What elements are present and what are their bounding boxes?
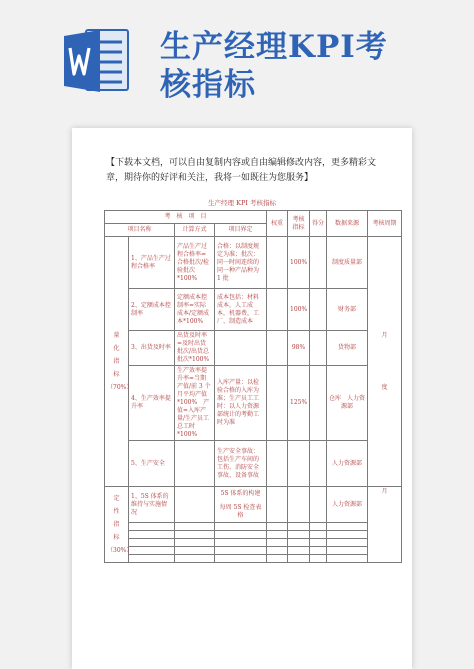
empty-cell bbox=[267, 555, 288, 563]
empty-cell bbox=[175, 539, 215, 547]
empty-cell bbox=[327, 531, 368, 539]
row-3-weight bbox=[267, 331, 288, 366]
title-line-1: 生产经理KPI考 bbox=[160, 29, 388, 65]
empty-cell bbox=[288, 539, 310, 547]
quant-period: 月 度 bbox=[368, 237, 402, 487]
kpi-table bbox=[104, 210, 402, 563]
qual-row-1-calc bbox=[175, 487, 215, 523]
row-1-name: 1、产品生产过程合格率 bbox=[129, 237, 175, 289]
download-notice: 【下载本文档，可以自由复制内容或自由编辑修改内容，更多精彩文章，期待你的好评和关注，我将一如既往为您服务】 bbox=[106, 158, 377, 183]
row-3-definition bbox=[215, 331, 267, 366]
empty-cell bbox=[215, 547, 267, 555]
row-5-score bbox=[310, 441, 327, 487]
page-title bbox=[160, 28, 440, 104]
row-1-weight bbox=[267, 237, 288, 289]
row-5-calc bbox=[175, 441, 215, 487]
qual-row-1-source: 人力资源部 bbox=[327, 487, 368, 523]
row-2-definition: 成本包括：材料成本，人工成本，机器费，工厂、制造成本 bbox=[215, 289, 267, 331]
empty-cell bbox=[129, 555, 175, 563]
empty-cell bbox=[288, 555, 310, 563]
empty-cell bbox=[267, 531, 288, 539]
row-4-source: 仓库 人力资源部 bbox=[327, 366, 368, 441]
header-target: 考核指标 bbox=[288, 211, 310, 237]
row-5-name: 5、生产安全 bbox=[129, 441, 175, 487]
empty-cell bbox=[288, 547, 310, 555]
title-line-2: 核指标 bbox=[160, 67, 256, 103]
row-4-calc: 生产效率提升率=当期产值/前 3 个月平均产值*100% 产值=入库产量/生产员工总工时*100% bbox=[175, 366, 215, 441]
empty-cell bbox=[175, 547, 215, 555]
empty-cell bbox=[327, 523, 368, 531]
empty-cell bbox=[288, 531, 310, 539]
empty-cell bbox=[310, 523, 327, 531]
header-item-name: 项目名称 bbox=[105, 224, 175, 237]
row-4-weight bbox=[267, 366, 288, 441]
empty-cell bbox=[327, 555, 368, 563]
qual-row-1-definition: 5S 体系的构建 每周 5S 检查表格 bbox=[215, 487, 267, 523]
empty-cell bbox=[310, 539, 327, 547]
row-1-calc: 产品生产过程合格率=合格批次/检验批次*100% bbox=[175, 237, 215, 289]
document-page bbox=[72, 128, 412, 669]
empty-cell bbox=[310, 531, 327, 539]
row-3-target: 98% bbox=[288, 331, 310, 366]
empty-cell bbox=[175, 555, 215, 563]
row-4-name: 4、生产效率提升率 bbox=[129, 366, 175, 441]
header-calc: 计算方式 bbox=[175, 224, 215, 237]
header-score: 得分 bbox=[310, 211, 327, 237]
qual-row-1-score bbox=[310, 487, 327, 523]
header-period: 考核周期 bbox=[368, 211, 402, 237]
row-4-definition: 入库产量：以检验合格的入库为准；生产员工工时：以人力资源部统计的考勤工时为准 bbox=[215, 366, 267, 441]
empty-cell bbox=[129, 531, 175, 539]
empty-cell bbox=[267, 523, 288, 531]
empty-cell bbox=[267, 539, 288, 547]
header-weight: 权重 bbox=[267, 211, 288, 237]
row-3-source: 货物部 bbox=[327, 331, 368, 366]
empty-cell bbox=[215, 523, 267, 531]
header-definition: 项目界定 bbox=[215, 224, 267, 237]
qual-row-1-name: 1、5S 体系的维持与实施情况 bbox=[129, 487, 175, 523]
empty-cell bbox=[215, 539, 267, 547]
row-2-score bbox=[310, 289, 327, 331]
empty-cell bbox=[129, 539, 175, 547]
row-4-target: 125% bbox=[288, 366, 310, 441]
header-group: 考 核 项 目 bbox=[105, 211, 267, 224]
table-title: 生产经理 KPI 考核指标 bbox=[208, 199, 276, 207]
empty-cell bbox=[215, 531, 267, 539]
row-1-target: 100% bbox=[288, 237, 310, 289]
row-3-calc: 出货及时率=及时出货批次/出货总批次*100% bbox=[175, 331, 215, 366]
qual-row-1-weight bbox=[267, 487, 288, 523]
row-1-definition: 合格：以制度规定为准；批次：同一时间连续的同一种产品种为 1 批 bbox=[215, 237, 267, 289]
row-2-name: 2、定额成本控制率 bbox=[129, 289, 175, 331]
row-1-score bbox=[310, 237, 327, 289]
row-5-definition: 生产安全事故：包括生产车间的工伤、消防安全事故、设备事故 bbox=[215, 441, 267, 487]
empty-cell bbox=[215, 555, 267, 563]
empty-cell bbox=[327, 547, 368, 555]
empty-cell bbox=[327, 539, 368, 547]
empty-cell bbox=[129, 547, 175, 555]
row-2-target: 100% bbox=[288, 289, 310, 331]
qual-label: 定 性 指 标 （30%） bbox=[105, 487, 129, 563]
empty-cell bbox=[175, 531, 215, 539]
qual-period: 月 bbox=[368, 487, 402, 563]
row-2-source: 财务部 bbox=[327, 289, 368, 331]
empty-cell bbox=[310, 547, 327, 555]
quant-label: 量 化 指 标 （70%） bbox=[105, 237, 129, 487]
empty-cell bbox=[267, 547, 288, 555]
row-1-source: 制度质量部 bbox=[327, 237, 368, 289]
row-2-weight bbox=[267, 289, 288, 331]
qual-row-1-target bbox=[288, 487, 310, 523]
row-2-calc: 定额成本控制率=实际成本/定额成本*100% bbox=[175, 289, 215, 331]
word-document-icon bbox=[62, 26, 132, 96]
empty-cell bbox=[175, 523, 215, 531]
row-4-score bbox=[310, 366, 327, 441]
row-5-target bbox=[288, 441, 310, 487]
empty-cell bbox=[129, 523, 175, 531]
header-source: 数据来源 bbox=[327, 211, 368, 237]
row-5-weight bbox=[267, 441, 288, 487]
row-3-name: 3、出货及时率 bbox=[129, 331, 175, 366]
empty-cell bbox=[288, 523, 310, 531]
row-5-source: 人力资源部 bbox=[327, 441, 368, 487]
row-3-score bbox=[310, 331, 327, 366]
empty-cell bbox=[310, 555, 327, 563]
